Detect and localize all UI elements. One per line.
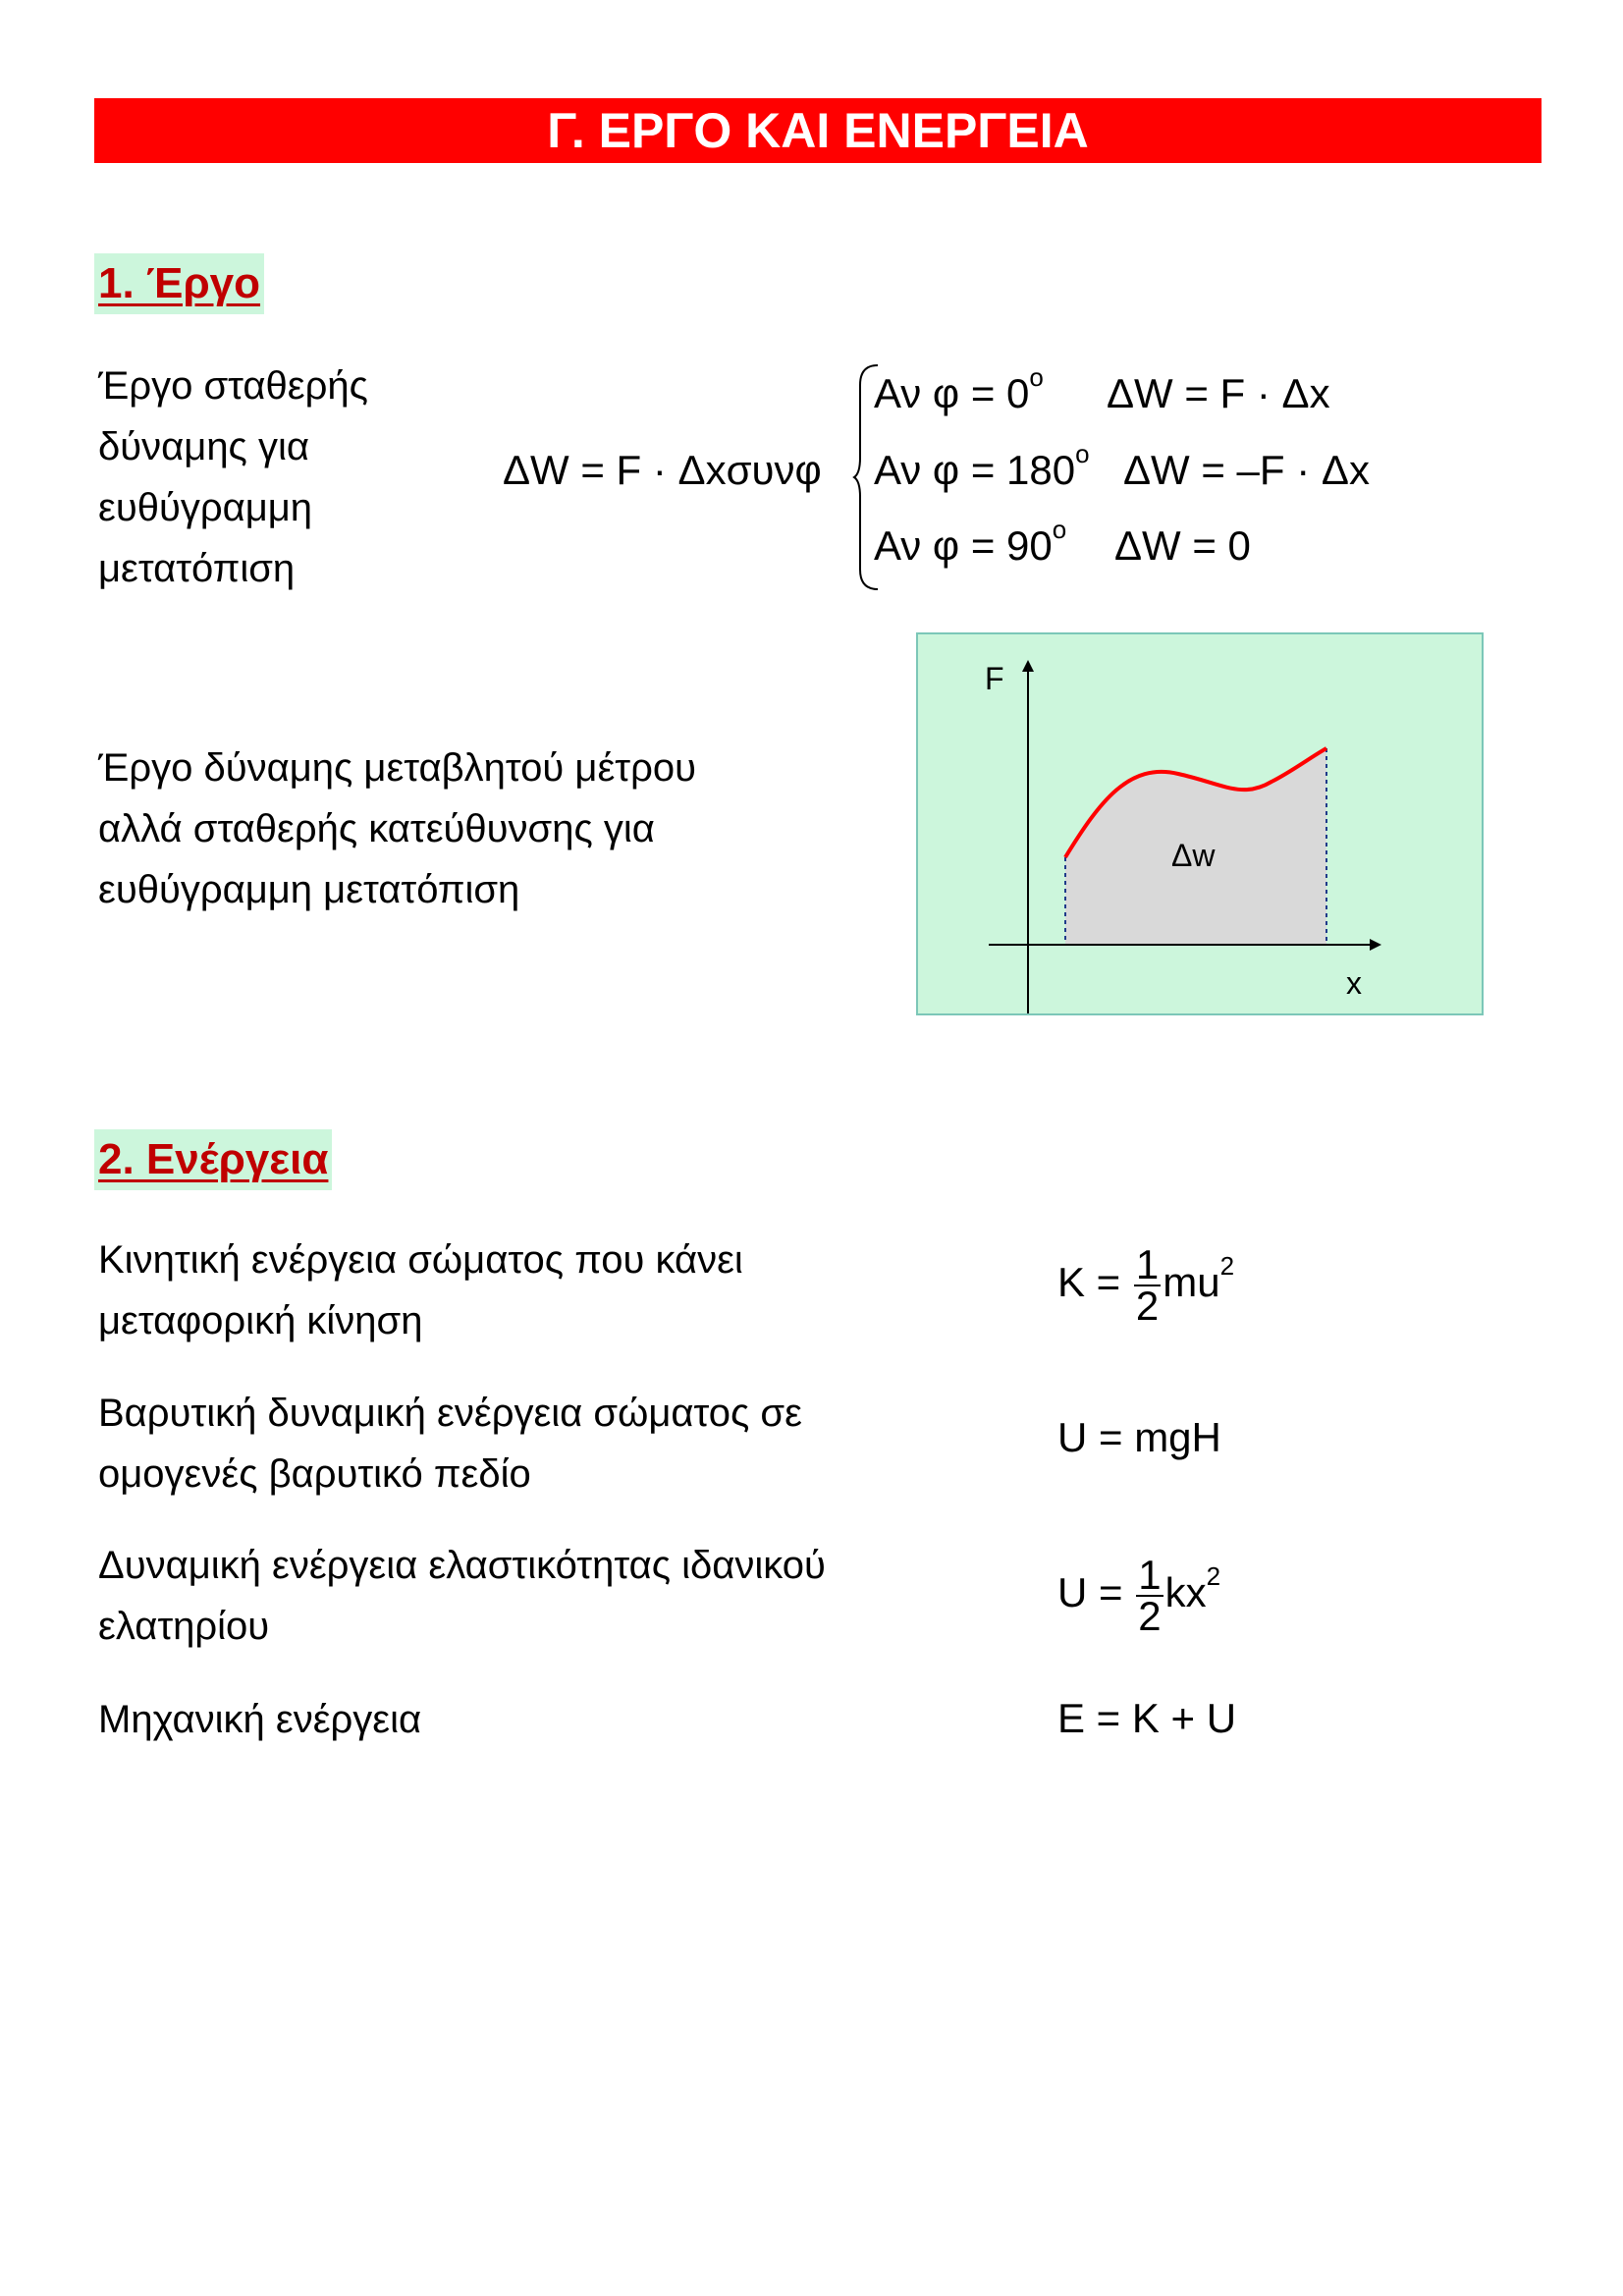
text-line: αλλά σταθερής κατεύθυνσης για [98,807,655,850]
fraction [1136,1552,1163,1639]
text-line: μεταφορική κίνηση [98,1299,423,1342]
text-line: Κινητική ενέργεια σώματος που κάνει [98,1238,743,1282]
text-line: ευθύγραμμη μετατόπιση [98,868,520,911]
kinetic-energy-description [98,1230,743,1351]
variable-force-description [98,738,696,920]
elastic-energy-formula [1057,1552,1221,1639]
gravitational-energy-formula: U = mgH [1057,1414,1221,1460]
case-result: ΔW = 0 [1114,522,1251,569]
constant-force-description [98,355,368,599]
case-condition: Αν φ = 0 [874,370,1030,416]
case-result: ΔW = –F · Δx [1123,447,1370,493]
formula-rhs: kx [1164,1569,1207,1616]
case-row [874,362,1044,417]
elastic-energy-description [98,1535,826,1657]
case-condition: Αν φ = 180 [874,447,1076,493]
text-line: μετατόπιση [98,547,296,590]
gravitational-energy-description [98,1383,802,1504]
exponent: 2 [1219,1251,1235,1282]
work-formula: ΔW = F · Δxσυνφ [503,447,822,493]
formula-rhs: mu [1163,1259,1220,1306]
text-line: ομογενές βαρυτικό πεδίο [98,1452,531,1496]
numerator: 1 [1135,1241,1160,1287]
text-line: δύναμης για [98,425,309,468]
mechanical-energy-description [98,1689,421,1750]
denominator: 2 [1135,1283,1160,1329]
section-heading-energy: 2. Ενέργεια [94,1129,332,1190]
text-line: Δυναμική ενέργεια ελαστικότητας ιδανικού [98,1544,826,1587]
text-line: ευθύγραμμη [98,486,313,529]
degree-mark: o [1075,439,1090,468]
page-title: Γ. ΕΡΓΟ ΚΑΙ ΕΝΕΡΓΕΙΑ [94,98,1542,163]
text-line: Έργο δύναμης μεταβλητού μέτρου [98,746,696,790]
fraction [1134,1241,1161,1329]
text-line: Μηχανική ενέργεια [98,1698,422,1741]
x-axis-label: x [1346,965,1362,1001]
denominator: 2 [1138,1593,1162,1639]
area-label: Δw [1171,838,1216,873]
case-condition: Αν φ = 90 [874,522,1053,569]
section-heading-work: 1. Έργο [94,253,264,314]
graph-svg [918,634,1482,1013]
kinetic-energy-formula [1057,1241,1235,1329]
degree-mark: o [1052,515,1067,544]
formula-lhs: K = [1057,1259,1121,1306]
force-displacement-graph [916,632,1484,1015]
formula-lhs: U = [1057,1569,1123,1616]
text-line: Έργο σταθερής [98,364,368,408]
degree-mark: o [1029,362,1044,392]
numerator: 1 [1138,1552,1162,1598]
case-result: ΔW = F · Δx [1107,370,1330,416]
text-line: ελατηρίου [98,1605,270,1648]
case-row [874,439,1090,494]
exponent: 2 [1206,1561,1221,1592]
y-axis-label: F [985,661,1004,696]
case-row [874,515,1067,570]
mechanical-energy-formula: E = K + U [1057,1695,1237,1741]
text-line: Βαρυτική δυναμική ενέργεια σώματος σε [98,1392,802,1435]
